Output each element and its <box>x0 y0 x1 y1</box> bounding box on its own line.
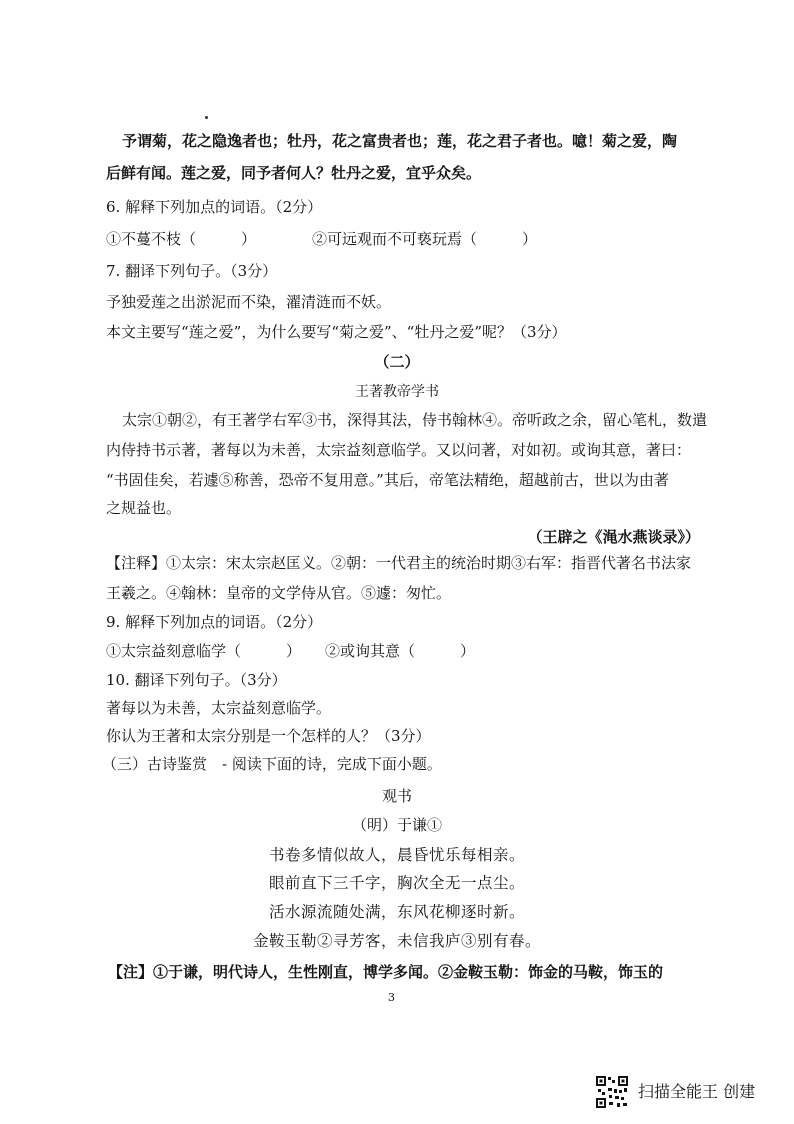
q10-sentence: 著每以为未善，太宗益刻意临学。 <box>106 699 332 717</box>
passage1-line-2: 后鲜有闻。莲之爱，同予者何人？牡丹之爱，宜乎众矣。 <box>106 164 482 182</box>
q7-title: 7. 翻译下列句子。（3分） <box>106 262 278 280</box>
q6-title: 6. 解释下列加点的词语。（2分） <box>106 198 323 216</box>
poem-note: 【注】①于谦，明代诗人，生性刚直，博学多闻。②金鞍玉勒：饰金的马鞍，饰玉的 <box>108 963 664 981</box>
poem-author: （明）于谦① <box>351 816 442 834</box>
q6-item-2: ②可远观而不可亵玩焉（ ） <box>312 230 538 248</box>
stray-dot <box>205 116 208 119</box>
q11-question: 你认为王著和太宗分别是一个怎样的人？（3分） <box>106 727 431 745</box>
watermark-brand: 扫描全能王 创建 <box>638 1082 756 1101</box>
section2-note-2: 王羲之。④翰林：皇帝的文学侍从官。⑤遽：匆忙。 <box>106 584 452 602</box>
section2-line-4: 之规益也。 <box>106 499 182 517</box>
passage1-line-1: 予谓菊，花之隐逸者也；牡丹，花之富贵者也；莲，花之君子者也。噫！菊之爱，陶 <box>122 132 678 150</box>
q8-question: 本文主要写“莲之爱”，为什么要写“菊之爱”、“牡丹之爱”呢？（3分） <box>106 323 567 341</box>
q6-item-1: ①不蔓不枝（ ） <box>106 230 257 248</box>
section2-line-1: 太宗①朝②，有王著学右军③书，深得其法，侍书翰林④。帝听政之余，留心笔札，数遣 <box>122 411 708 429</box>
poem-title: 观书 <box>381 787 412 805</box>
section2-source: （王辟之《渑水燕谈录》） <box>527 528 700 546</box>
page-number: 3 <box>388 991 395 1004</box>
q9-item-1: ①太宗益刻意临学（ ） <box>106 642 302 660</box>
q10-title: 10. 翻译下列句子。（3分） <box>106 671 287 689</box>
q9-item-2: ②或询其意（ ） <box>325 642 476 660</box>
poem-line-3: 活水源流随处满，东风花柳逐时新。 <box>268 903 525 921</box>
poem-line-4: 金鞍玉勒②寻芳客，未信我庐③别有春。 <box>252 932 541 950</box>
section2-line-3: “书固佳矣，若遽⑤称善，恐帝不复用意。”其后，帝笔法精绝，超越前古，世以为由著 <box>106 471 669 489</box>
section2-note-1: 【注释】①太宗：宋太宗赵匡义。②朝：一代君主的统治时期③右军：指晋代著名书法家 <box>106 554 692 572</box>
q7-sentence: 予独爱莲之出淤泥而不染，濯清涟而不妖。 <box>106 293 392 311</box>
section3-heading: （三）古诗鉴赏 - 阅读下面的诗，完成下面小题。 <box>102 755 442 773</box>
section2-line-2: 内侍持书示著，著每以为未善，太宗益刻意临学。又以问著，对如初。或询其意，著曰： <box>106 441 692 459</box>
section2-title: 王著教帝学书 <box>355 384 439 400</box>
qr-code-icon <box>595 1075 629 1109</box>
section2-heading: （二） <box>374 353 420 371</box>
q9-title: 9. 解释下列加点的词语。（2分） <box>106 613 323 631</box>
poem-line-1: 书卷多情似故人，晨昏忧乐每相亲。 <box>268 846 525 864</box>
poem-line-2: 眼前直下三千字，胸次全无一点尘。 <box>268 874 525 892</box>
